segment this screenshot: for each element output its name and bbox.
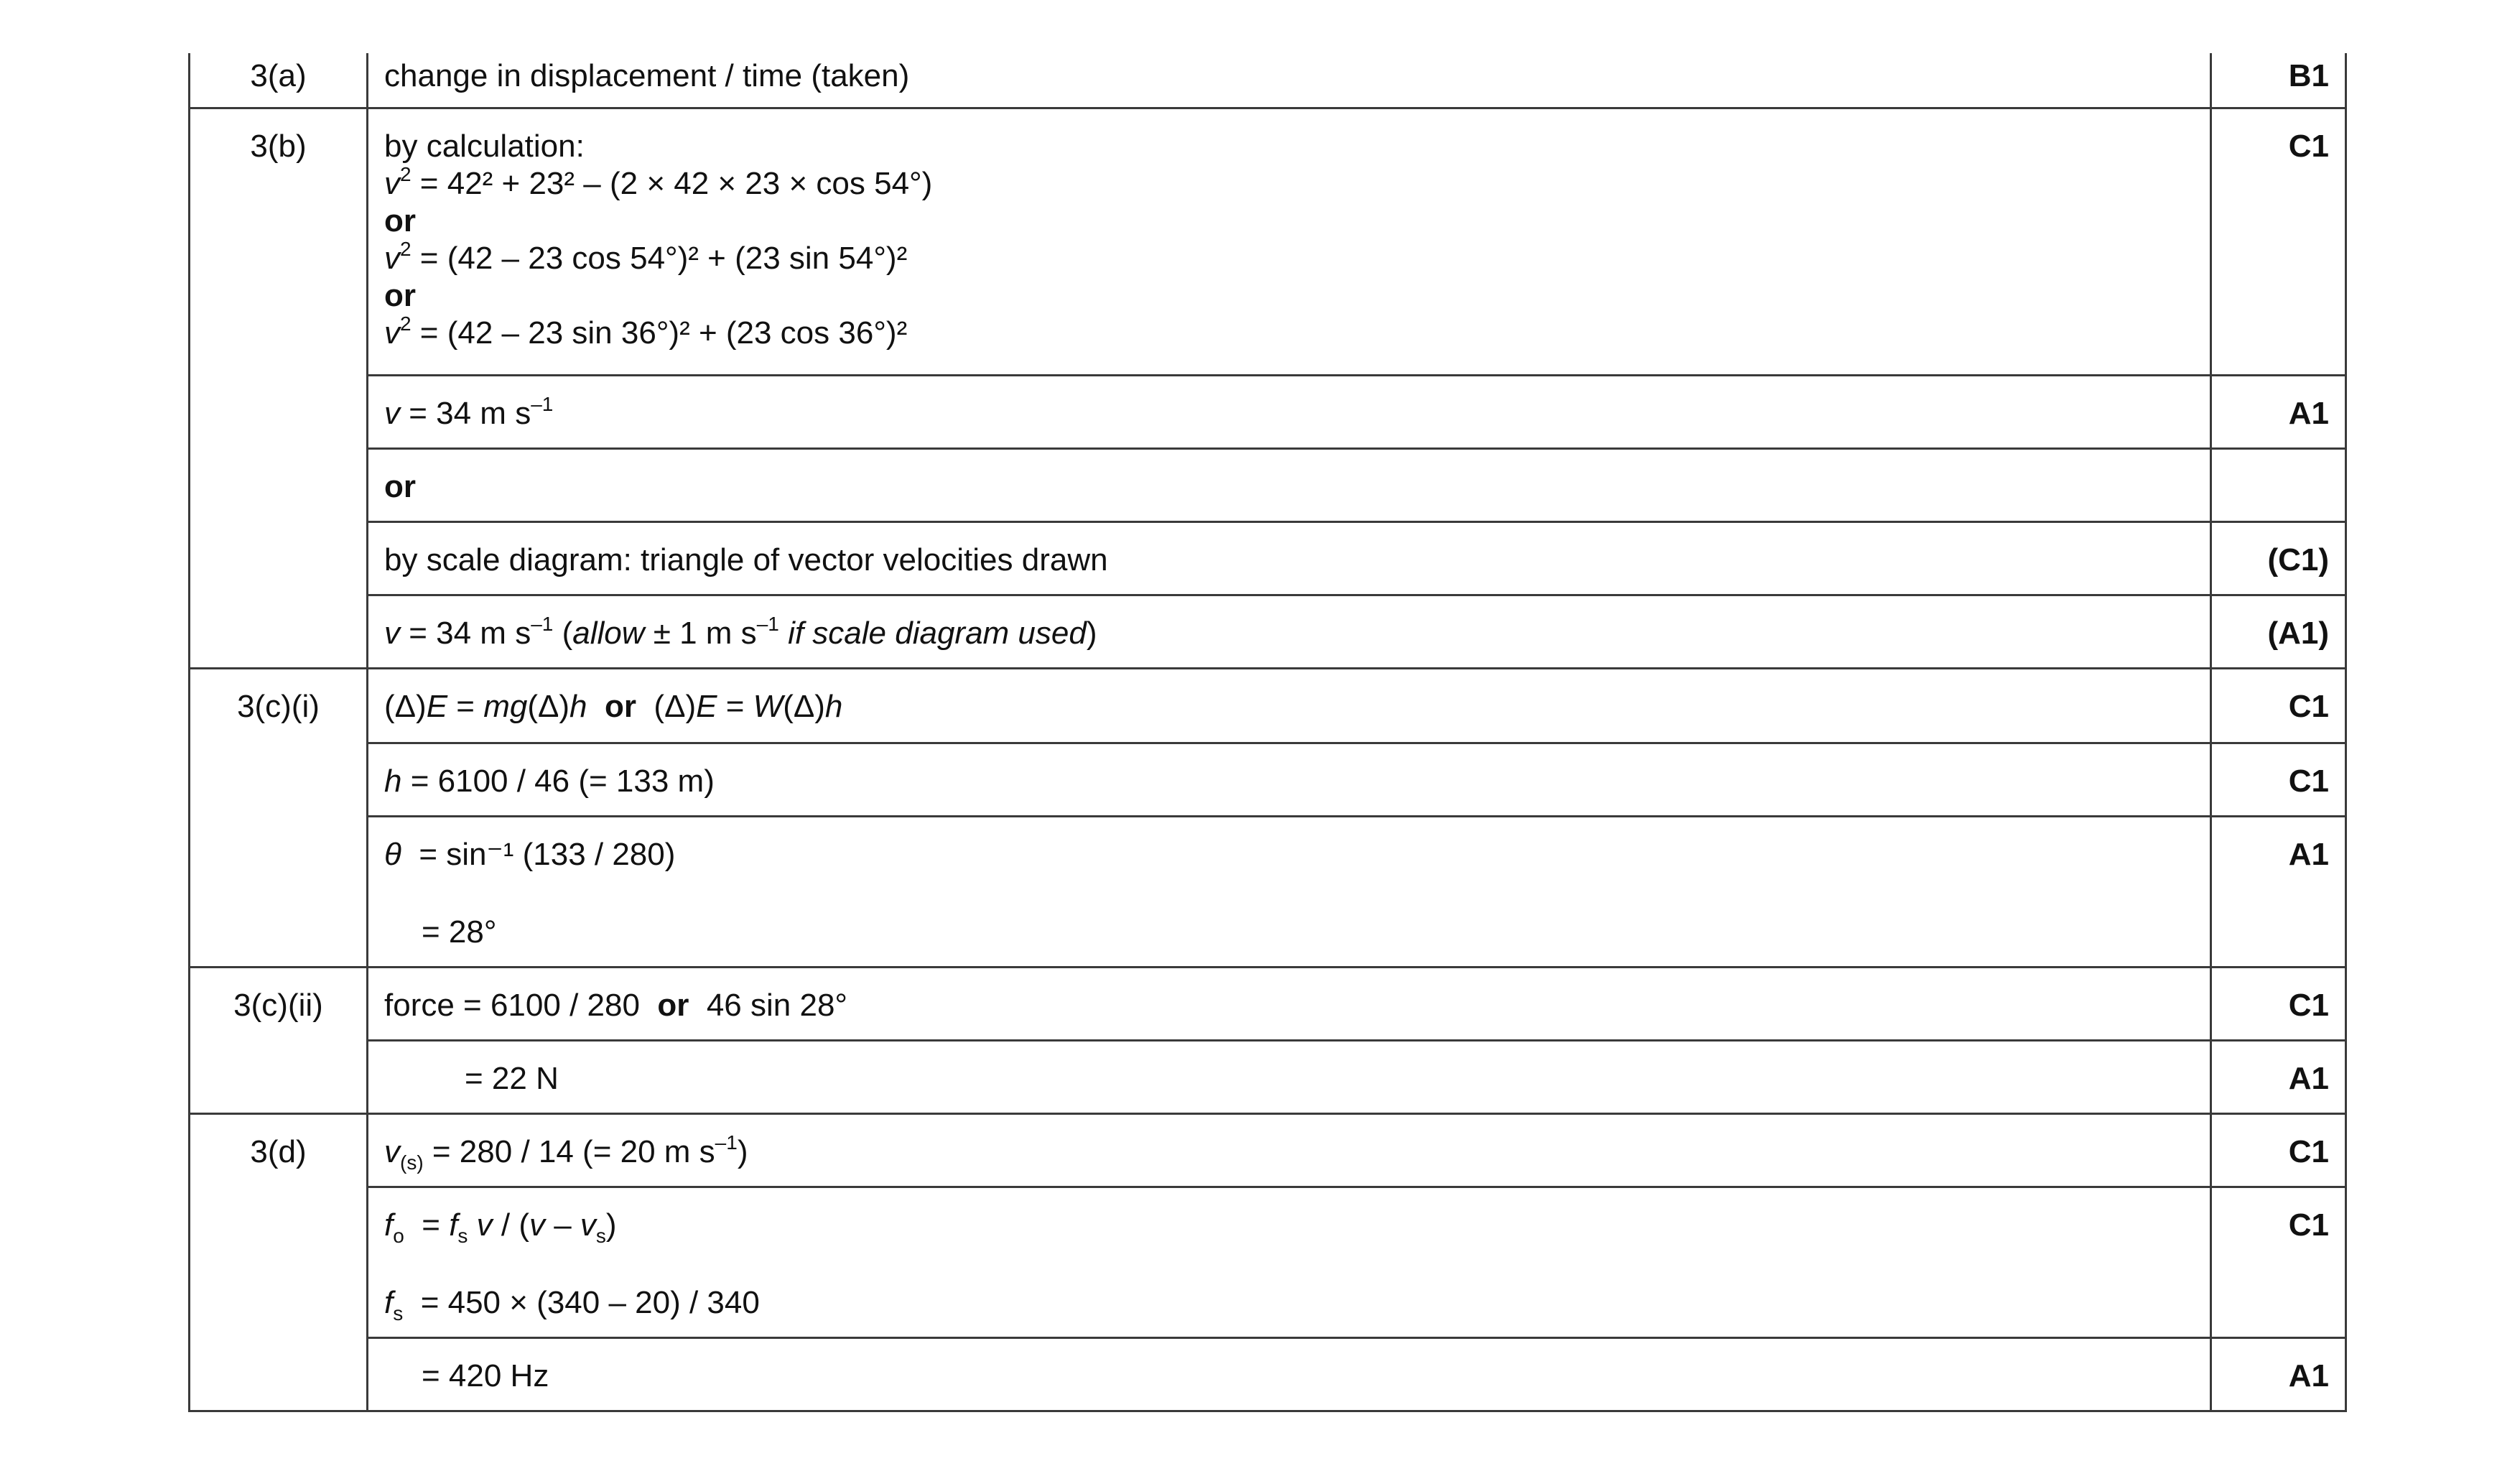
or-word: or bbox=[384, 203, 416, 238]
table-row bbox=[190, 1040, 2346, 1113]
table-row bbox=[190, 108, 2346, 375]
question-label: 3(a) bbox=[190, 53, 368, 108]
equation-line: $v^2 = 42^2 + 23^2 - (2 \times 42 \times 23 \times \cos 54^\circ)$ bbox=[384, 162, 933, 201]
answer-text: by scale diagram: triangle of vector velocities drawn bbox=[384, 542, 1108, 577]
mark-cell: C1 bbox=[2211, 1113, 2346, 1187]
mark-cell: C1 bbox=[2211, 743, 2346, 816]
force-result: = 22 N bbox=[465, 1060, 559, 1096]
answer-cell bbox=[368, 108, 2211, 375]
mark-scheme-table bbox=[188, 53, 2347, 1412]
speed-calc: $v_{(s)} = 280 / 14$ (= 20 m $s^{-1}$) bbox=[384, 1131, 748, 1174]
answer-cell bbox=[368, 595, 2211, 668]
answer-cell bbox=[368, 521, 2211, 595]
frequency-result: = 420 Hz bbox=[422, 1358, 549, 1393]
mark-cell bbox=[2211, 448, 2346, 521]
answer-cell bbox=[368, 816, 2211, 967]
answer-cell bbox=[368, 375, 2211, 448]
question-label: 3(d) bbox=[190, 1113, 368, 1411]
mark-cell: (A1) bbox=[2211, 595, 2346, 668]
mark-cell: (C1) bbox=[2211, 521, 2346, 595]
energy-equation: (Δ)E = mg(Δ)h or (Δ)E = W(Δ)h bbox=[384, 688, 843, 724]
mark-cell: A1 bbox=[2211, 1040, 2346, 1113]
table-row bbox=[190, 668, 2346, 743]
table-row bbox=[190, 816, 2346, 967]
or-word: or bbox=[384, 277, 416, 313]
answer-cell bbox=[368, 668, 2211, 743]
mark-cell: C1 bbox=[2211, 967, 2346, 1040]
doppler-equation: $f_o = f_s$ v / $(v - v_s)$ bbox=[384, 1207, 617, 1247]
question-label: 3(c)(i) bbox=[190, 668, 368, 967]
answer-cell bbox=[368, 743, 2211, 816]
answer-cell bbox=[368, 1113, 2211, 1187]
question-label: 3(c)(ii) bbox=[190, 967, 368, 1113]
mark-cell: A1 bbox=[2211, 375, 2346, 448]
table-row bbox=[190, 375, 2346, 448]
table-row bbox=[190, 1187, 2346, 1337]
equation-line: $v^2 = (42 - 23$ cos 54°)² + (23 sin 54°)² bbox=[384, 237, 908, 276]
answer-text: by calculation: bbox=[384, 128, 585, 164]
table-row bbox=[190, 521, 2346, 595]
frequency-calc: $f_s = 450 \times (340 - 20) / 340$ bbox=[384, 1284, 760, 1324]
table-row bbox=[190, 967, 2346, 1040]
table-row bbox=[190, 595, 2346, 668]
question-label: 3(b) bbox=[190, 108, 368, 668]
table-row bbox=[190, 1337, 2346, 1411]
mark-cell: C1 bbox=[2211, 108, 2346, 375]
answer-cell bbox=[368, 53, 2211, 108]
mark-cell: B1 bbox=[2211, 53, 2346, 108]
table-row bbox=[190, 448, 2346, 521]
answer-cell bbox=[368, 967, 2211, 1040]
mark-cell: C1 bbox=[2211, 1187, 2346, 1337]
answer-text: change in displacement / time (taken) bbox=[384, 58, 910, 93]
mark-cell: C1 bbox=[2211, 668, 2346, 743]
height-calc: h = 6100 / 46 (= 133 m) bbox=[384, 763, 715, 799]
angle-result: = 28° bbox=[422, 914, 497, 950]
answer-cell bbox=[368, 1187, 2211, 1337]
answer-cell bbox=[368, 448, 2211, 521]
angle-calc: θ = sin⁻¹ (133 / 280) bbox=[384, 836, 676, 872]
table-row bbox=[190, 1113, 2346, 1187]
table-row bbox=[190, 743, 2346, 816]
or-word: or bbox=[384, 468, 416, 504]
mark-cell: A1 bbox=[2211, 816, 2346, 967]
table-row bbox=[190, 53, 2346, 108]
equation-line: $v^2 = (42 - 23$ sin 36°)² + (23 cos 36°)² bbox=[384, 312, 908, 351]
force-calc: force = 6100 / 280 or 46 sin 28° bbox=[384, 987, 848, 1023]
mark-cell: A1 bbox=[2211, 1337, 2346, 1411]
answer-cell bbox=[368, 1337, 2211, 1411]
result-line: v = 34 m $s^{-1}$ bbox=[384, 392, 554, 431]
result-line: v = 34 m $s^{-1}$ (allow ± 1 m $s^{-1}$ if scale diagram used) bbox=[384, 612, 1097, 651]
answer-cell bbox=[368, 1040, 2211, 1113]
